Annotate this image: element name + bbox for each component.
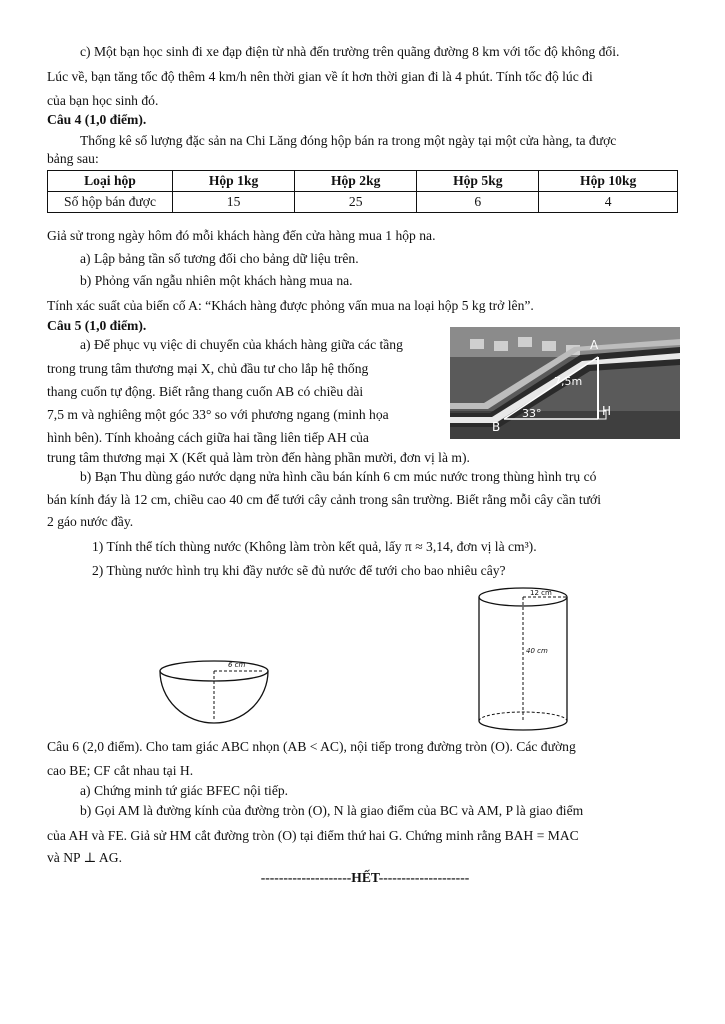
table-header-cell: Hộp 5kg: [417, 171, 539, 192]
table-header-row: [48, 171, 678, 192]
q5-a-line: trong trung tâm thương mại X, chủ đầu tư cho lắp hệ thống: [47, 361, 369, 376]
q3c-line3: của bạn học sinh đó.: [47, 93, 159, 108]
escalator-length-label: 7,5m: [554, 375, 583, 388]
escalator-photo: [450, 327, 680, 439]
end-marker: --------------------HẾT--------------------: [260, 870, 470, 885]
bowl-radius-label: 6 cm: [228, 661, 246, 669]
q4-intro1: Thống kê số lượng đặc sản na Chi Lăng đóng hộp bán ra trong một ngày tại một cửa hàng, ta được: [80, 133, 617, 148]
table-row: [48, 192, 678, 213]
table-header-cell: Loại hộp: [48, 171, 173, 192]
q6-b2: của AH và FE. Giả sử HM cắt đường tròn (O) tại điểm thứ hai G. Chứng minh rằng BAH = MAC: [47, 828, 579, 843]
escalator-label-b: B: [492, 420, 501, 434]
q6-a: a) Chứng minh tứ giác BFEC nội tiếp.: [80, 783, 289, 798]
escalator-angle-label: 33°: [522, 407, 542, 420]
q6-b1: b) Gọi AM là đường kính của đường tròn (O), N là giao điểm của BC và AM, P là giao điểm: [80, 803, 584, 818]
q3c-line2: Lúc về, bạn tăng tốc độ thêm 4 km/h nên thời gian về ít hơn thời gian đi là 4 phút. Tính tốc độ lúc đi: [47, 69, 593, 84]
escalator-label-h: H: [602, 404, 612, 418]
q4-a: a) Lập bảng tần số tương đối cho bảng dữ liệu trên.: [80, 251, 359, 266]
q4-prob: Tính xác suất của biến cố A: “Khách hàng được phỏng vấn mua na loại hộp 5 kg trở lên”.: [47, 298, 534, 313]
sales-table: [47, 170, 678, 213]
hemisphere-figure: [158, 655, 270, 725]
table-cell: 15: [173, 192, 295, 213]
q6-line2: cao BE; CF cắt nhau tại H.: [47, 763, 194, 778]
q6-b3: và NP ⊥ AG.: [47, 850, 122, 865]
q5-a-line: a) Để phục vụ việc di chuyển của khách hàng giữa các tầng: [80, 337, 403, 352]
q5-a-line: 7,5 m và nghiêng một góc 33° so với phương ngang (minh họa: [47, 407, 389, 422]
cylinder-height-label: 40 cm: [526, 647, 548, 655]
escalator-label-a: A: [590, 338, 599, 352]
q5-a-last: trung tâm thương mại X (Kết quả làm tròn đến hàng phần mười, đơn vị là m).: [47, 450, 470, 465]
q5-b-line: 2 gáo nước đầy.: [47, 514, 134, 529]
q6-line1: Câu 6 (2,0 điểm). Cho tam giác ABC nhọn (AB < AC), nội tiếp trong đường tròn (O). Các đường: [47, 739, 576, 754]
q5-heading: Câu 5 (1,0 điểm).: [47, 318, 147, 333]
q4-heading: Câu 4 (1,0 điểm).: [47, 112, 147, 127]
q3c-line1: c) Một bạn học sinh đi xe đạp điện từ nhà đến trường trên quãng đường 8 km với tốc độ không đổi.: [80, 44, 620, 59]
q5-a-line: thang cuốn tự động. Biết rằng thang cuốn AB có chiều dài: [47, 384, 364, 399]
q5-sub1: 1) Tính thể tích thùng nước (Không làm tròn kết quả, lấy π ≈ 3,14, đơn vị là cm³).: [92, 539, 537, 554]
cylinder-figure: [470, 585, 576, 735]
table-header-cell: Hộp 1kg: [173, 171, 295, 192]
q4-b: b) Phỏng vấn ngẫu nhiên một khách hàng mua na.: [80, 273, 353, 288]
q4-intro2: bảng sau:: [47, 151, 99, 166]
table-cell: 25: [295, 192, 417, 213]
q4-assume: Giả sử trong ngày hôm đó mỗi khách hàng đến cửa hàng mua 1 hộp na.: [47, 228, 436, 243]
q5-sub2: 2) Thùng nước hình trụ khi đầy nước sẽ đủ nước để tưới cho bao nhiêu cây?: [92, 563, 506, 578]
q5-b-line: b) Bạn Thu dùng gáo nước dạng nửa hình cầu bán kính 6 cm múc nước trong thùng hình trụ có: [80, 469, 597, 484]
table-cell: 6: [417, 192, 539, 213]
table-cell: 4: [539, 192, 678, 213]
q5-a-line: hình bên). Tính khoảng cách giữa hai tầng liên tiếp AH của: [47, 430, 369, 445]
table-cell: Số hộp bán được: [48, 192, 173, 213]
cylinder-radius-label: 12 cm: [530, 589, 552, 597]
table-header-cell: Hộp 10kg: [539, 171, 678, 192]
table-header-cell: Hộp 2kg: [295, 171, 417, 192]
q5-b-line: bán kính đáy là 12 cm, chiều cao 40 cm để tưới cây cảnh trong sân trường. Biết rằng mỗi cây cần tưới: [47, 492, 602, 507]
